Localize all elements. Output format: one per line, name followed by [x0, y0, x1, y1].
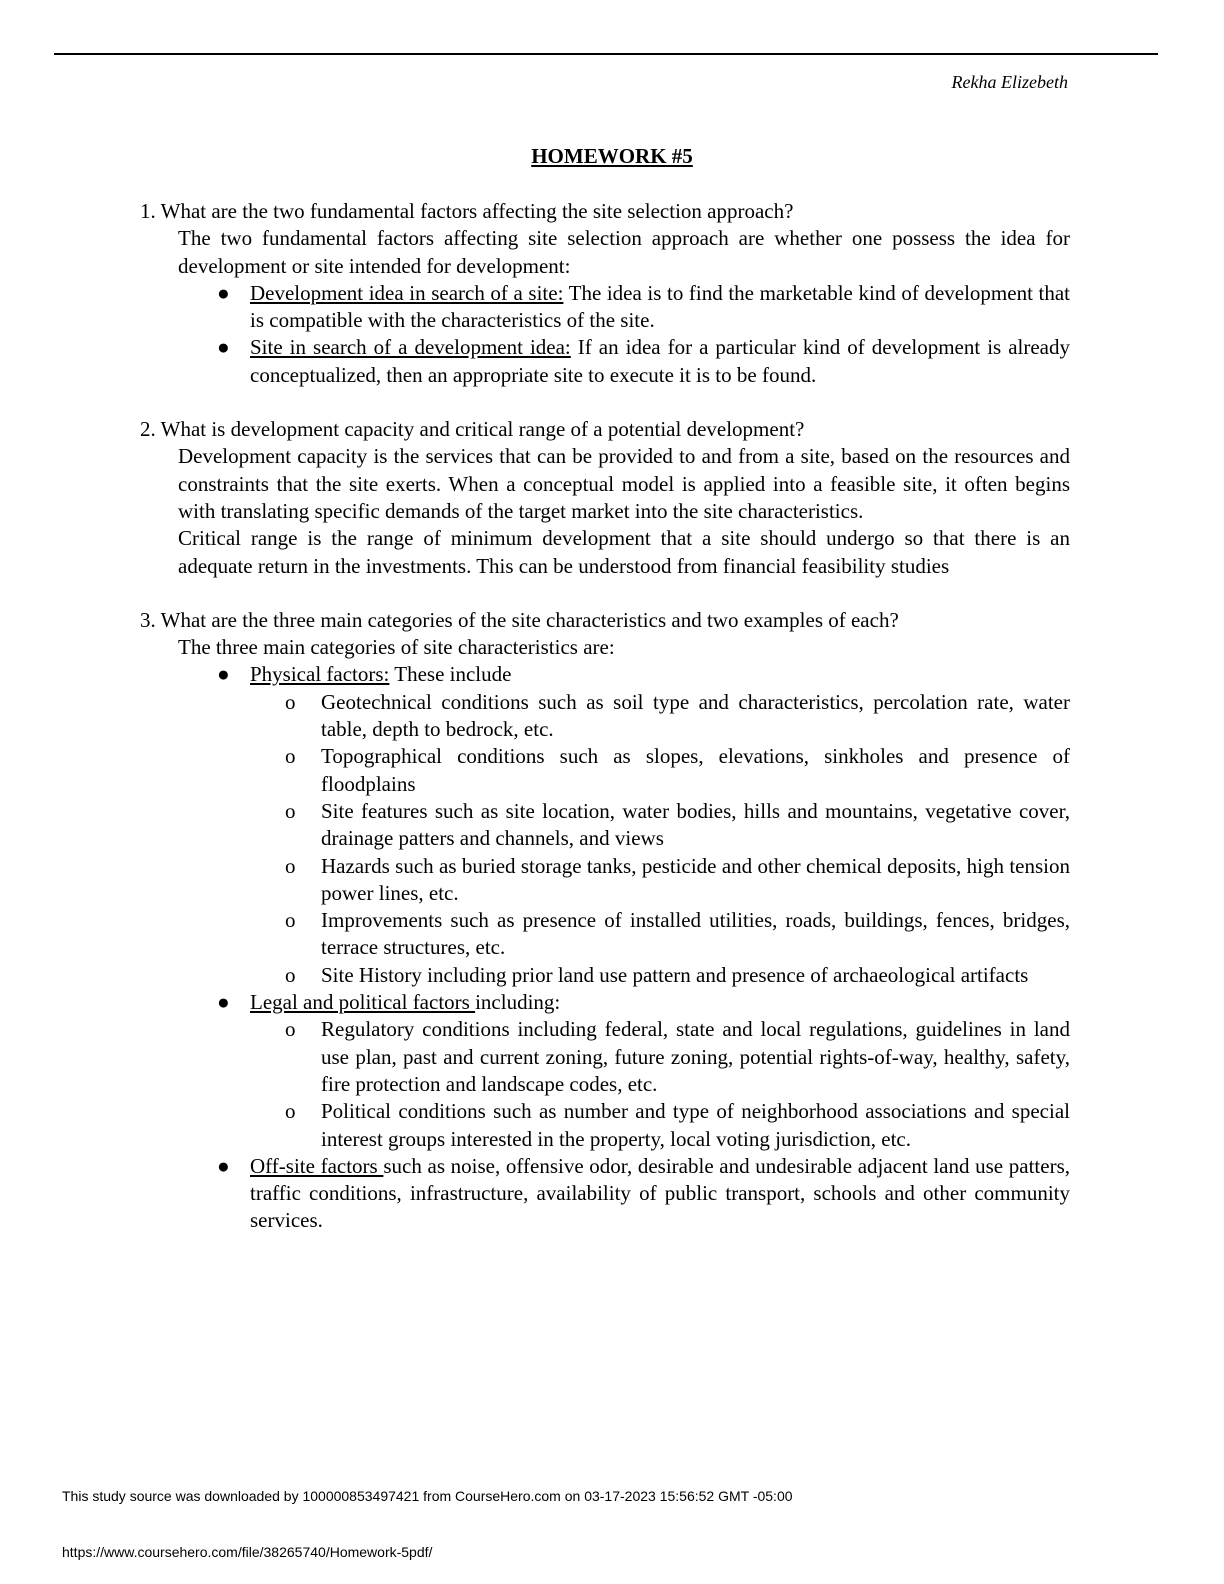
sub-item-text: Site features such as site location, water bodies, hills and mountains, vegetative cover, drainage patters and channels, and views	[321, 798, 1070, 851]
bullet-text: including:	[475, 990, 561, 1015]
list-item-offsite	[217, 1153, 1071, 1235]
bullet-label: Development idea in search of a site:	[250, 280, 564, 305]
physical-sublist	[250, 689, 1070, 989]
circle-bullet-icon: o	[285, 798, 296, 823]
sub-list-item	[285, 853, 1070, 908]
sub-list-item	[285, 962, 1070, 989]
question-3	[140, 607, 1070, 1235]
circle-bullet-icon: o	[285, 962, 296, 987]
sub-item-text: Geotechnical conditions such as soil type and characteristics, percolation rate, water table, depth to bedrock, etc.	[321, 689, 1070, 742]
page-title-text: HOMEWORK #5	[531, 144, 693, 168]
question-3-answer: The three main categories of site characteristics are:	[178, 635, 615, 660]
circle-bullet-icon: o	[285, 908, 296, 933]
bullet-label: Legal and political factors	[250, 990, 476, 1015]
sub-item-text: Political conditions such as number and type of neighborhood associations and special interest groups interested in the property, local voting jurisdiction, etc.	[321, 1099, 1070, 1151]
question-1	[140, 198, 1070, 389]
list-item-legal	[217, 989, 1070, 1153]
source-url-link[interactable]: https://www.coursehero.com/file/38265740/Homework-5pdf/	[62, 1544, 433, 1560]
bullet-label: Site in search of a development idea:	[250, 335, 571, 360]
bullet-text: If an idea for a particular kind of development is already conceptualized, then an appropriate site to execute it is to be found.	[250, 335, 1070, 387]
bullet-icon: ●	[217, 990, 230, 1015]
list-item	[217, 280, 1070, 335]
circle-bullet-icon: o	[285, 1017, 296, 1042]
sub-item-text: Improvements such as presence of installed utilities, roads, buildings, fences, bridges, terrace structures, etc.	[321, 908, 1070, 960]
bullet-icon: ●	[217, 662, 230, 687]
sub-list-item	[285, 798, 1070, 853]
circle-bullet-icon: o	[285, 1099, 296, 1124]
sub-list-item	[285, 1016, 1070, 1098]
sub-item-text: Regulatory conditions including federal, state and local regulations, guidelines in land use plan, past and current zoning, future zoning, potential rights-of-way, healthy, safety, fire protection and landscape codes, etc.	[321, 1017, 1070, 1096]
bullet-icon: ●	[217, 1153, 230, 1178]
bullet-icon: ●	[217, 280, 230, 305]
bullet-text: The idea is to find the marketable kind of development that is compatible with the characteristics of the site.	[250, 280, 1070, 333]
question-2	[140, 416, 1070, 580]
sub-list-item	[285, 907, 1070, 962]
bullet-label: Off-site factors	[250, 1153, 384, 1178]
author-name: Rekha Elizebeth	[951, 72, 1068, 92]
question-2-answer-range: Critical range is the range of minimum development that a site should undergo so that there is an adequate return in the investments. This can be understood from financial feasibility studies	[178, 526, 1070, 578]
bullet-icon: ●	[217, 335, 230, 360]
question-1-text: 1. What are the two fundamental factors affecting the site selection approach?	[140, 199, 794, 223]
page-title	[0, 144, 1224, 169]
bullet-text: These include	[389, 662, 512, 687]
document-body	[140, 198, 1070, 1262]
bullet-text: such as noise, offensive odor, desirable and undesirable adjacent land use patters, traffic conditions, infrastructure, availability of public transport, schools and other community services.	[250, 1153, 1071, 1233]
sub-item-text: Topographical conditions such as slopes, elevations, sinkholes and presence of floodplains	[321, 744, 1070, 796]
question-3-text: 3. What are the three main categories of the site characteristics and two examples of each?	[140, 607, 899, 632]
header-rule	[54, 53, 1158, 55]
sub-list-item	[285, 689, 1070, 744]
circle-bullet-icon: o	[285, 744, 296, 769]
sub-item-text: Site History including prior land use pattern and presence of archaeological artifacts	[321, 962, 1029, 987]
download-notice: This study source was downloaded by 100000853497421 from CourseHero.com on 03-17-2023 15:56:52 GMT -05:00	[62, 1488, 793, 1504]
question-1-bullets	[140, 280, 1070, 389]
sub-item-text: Hazards such as buried storage tanks, pesticide and other chemical deposits, high tension power lines, etc.	[321, 853, 1070, 905]
question-1-answer: The two fundamental factors affecting site selection approach are whether one possess the idea for development or site intended for development:	[178, 226, 1070, 278]
sub-list-item	[285, 1098, 1070, 1153]
legal-sublist	[250, 1016, 1070, 1152]
question-3-bullets	[140, 661, 1070, 1234]
question-2-answer-capacity: Development capacity is the services that can be provided to and from a site, based on the resources and constraints that the site exerts. When a conceptual model is applied into a feasible site, it often begins with translating specific demands of the target market into the site characteristics.	[178, 444, 1070, 523]
bullet-label: Physical factors:	[250, 662, 390, 687]
question-2-text: 2. What is development capacity and critical range of a potential development?	[140, 417, 805, 442]
list-item-physical	[217, 661, 1070, 989]
sub-list-item	[285, 743, 1070, 798]
circle-bullet-icon: o	[285, 689, 296, 714]
list-item	[217, 334, 1070, 389]
circle-bullet-icon: o	[285, 853, 296, 878]
